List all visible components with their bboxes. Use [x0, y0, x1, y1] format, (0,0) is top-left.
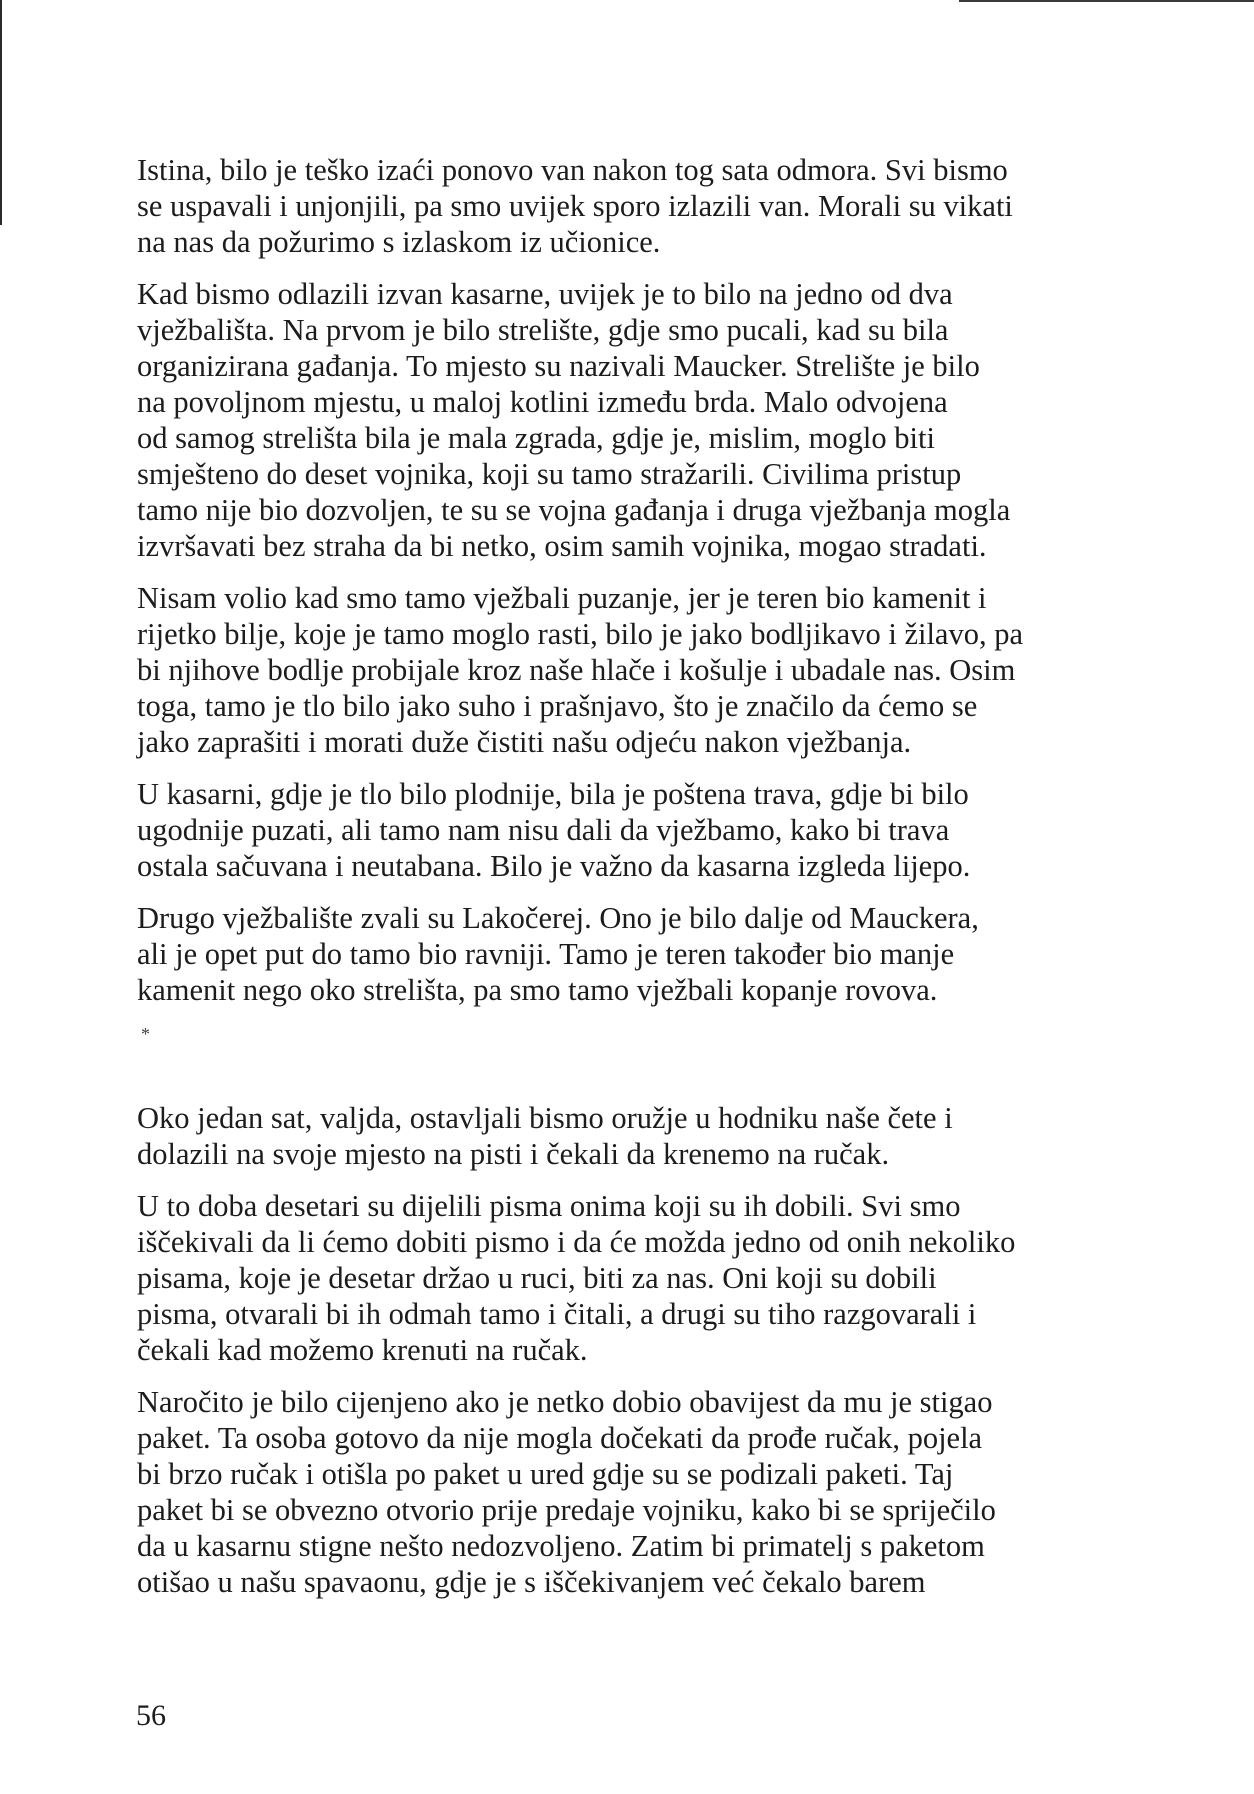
scan-edge-left — [0, 0, 2, 225]
page-number: 56 — [136, 1699, 166, 1732]
paragraph: U kasarni, gdje je tlo bilo plodnije, bila je poštena trava, gdje bi bilo ugodnije puzati, ali tamo nam nisu dali da vježbamo, kako bi trava ostala sačuvana i neutabana. Bilo je važno da kasarna izgleda lijepo. — [137, 777, 971, 883]
paragraph: Oko jedan sat, valjda, ostavljali bismo oružje u hodniku naše čete i dolazili na svoje mjesto na pisti i čekali da krenemo na ručak. — [137, 1101, 953, 1171]
paragraph: Istina, bilo je teško izaći ponovo van nakon tog sata odmora. Svi bismo se uspavali i unjonjili, pa smo uvijek sporo izlazili van. Morali su vikati na nas da požurimo s izlaskom iz učionice. — [137, 153, 1013, 259]
scan-edge-top — [959, 0, 1254, 2]
page-body — [137, 152, 1127, 1616]
paragraph: Kad bismo odlazili izvan kasarne, uvijek je to bilo na jedno od dva vježbališta. Na prvom je bilo strelište, gdje smo pucali, kad su bila organizirana gađanja. To mjesto su nazivali Maucker. Strelište je bilo na povoljnom mjestu, u maloj kotlini između brda. Malo odvojena od samog strelišta bila je mala zgrada, gdje je, mislim, moglo biti smješteno do deset vojnika, koji su tamo stražarili. Civilima pristup tamo nije bio dozvoljen, te su se vojna gađanja i druga vježbanja mogla izvršavati bez straha da bi netko, osim samih vojnika, mogao stradati. — [137, 277, 1011, 563]
paragraph: Drugo vježbalište zvali su Lakočerej. Ono je bilo dalje od Mauckera, ali je opet put do tamo bio ravniji. Tamo je teren također bio manje kamenit nego oko strelišta, pa smo tamo vježbali kopanje rovova. — [137, 901, 979, 1007]
paragraph: Naročito je bilo cijenjeno ako je netko dobio obavijest da mu je stigao paket. Ta osoba gotovo da nije mogla dočekati da prođe ručak, pojela bi brzo ručak i otišla po paket u ured gdje su se podizali paketi. Taj paket bi se obvezno otvorio prije predaje vojniku, kako bi se spriječilo da u kasarnu stigne nešto nedozvoljeno. Zatim bi primatelj s paketom otišao u našu spavaonu, gdje je s iščekivanjem već čekalo barem — [137, 1385, 996, 1599]
paragraph: U to doba desetari su dijelili pisma onima koji su ih dobili. Svi smo iščekivali da li ćemo dobiti pismo i da će možda jedno od onih nekoliko pisama, koje je desetar držao u ruci, biti za nas. Oni koji su dobili pisma, otvarali bi ih odmah tamo i čitali, a drugi su tiho razgovarali i čekali kad možemo krenuti na ručak. — [137, 1189, 1016, 1367]
paragraph: Nisam volio kad smo tamo vježbali puzanje, jer je teren bio kamenit i rijetko bilje, koje je tamo moglo rasti, bilo je jako bodljikavo i žilavo, pa bi njihove bodlje probijale kroz naše hlače i košulje i ubadale nas. Osim toga, tamo je tlo bilo jako suho i prašnjavo, što je značilo da ćemo se jako zaprašiti i morati duže čistiti našu odjeću nakon vježbanja. — [137, 581, 1024, 759]
section-break-asterisk: * — [141, 1024, 150, 1044]
